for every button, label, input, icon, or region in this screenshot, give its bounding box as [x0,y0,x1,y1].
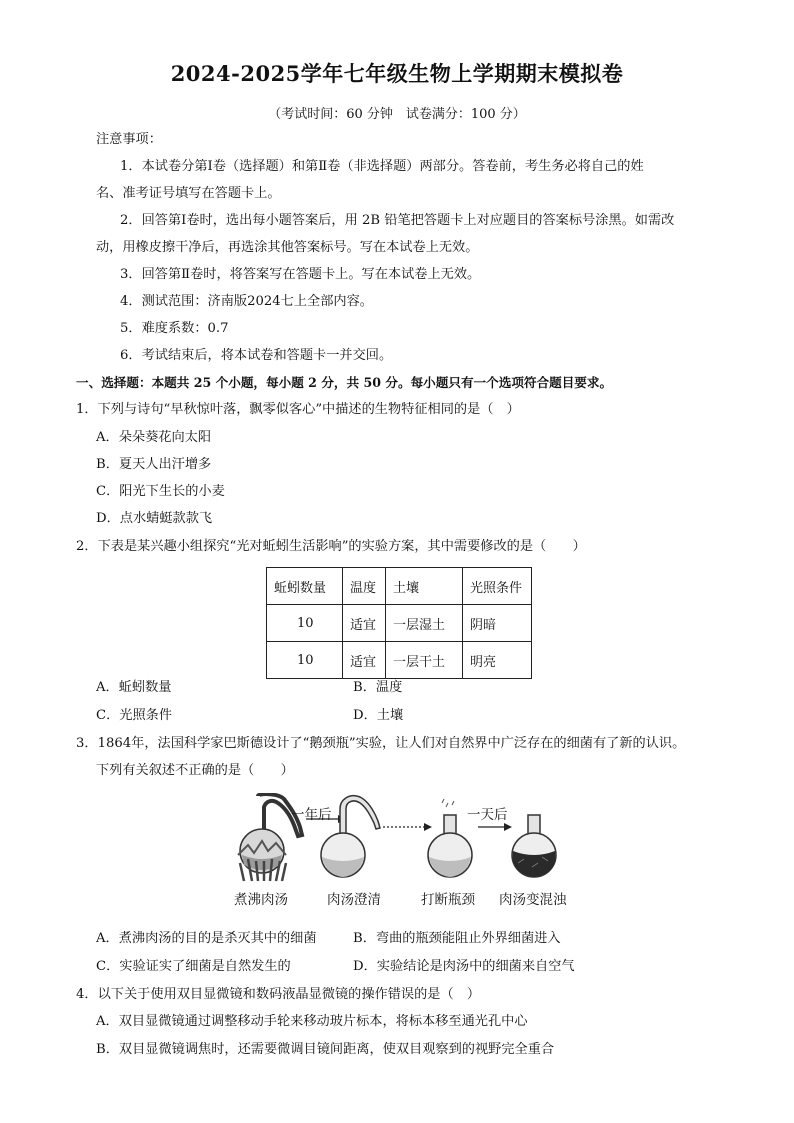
note-item: 6．考试结束后，将本试卷和答题卡一并交回。 [120,348,393,363]
q4-option-a: A．双目显微镜通过调整移动手轮来移动玻片标本，将标本移至通光孔中心 [96,1014,528,1029]
q1-option-c: C．阳光下生长的小麦 [96,484,225,499]
table-header: 蚯蚓数量 [267,568,343,605]
arrow-label-one-day: 一天后 [467,807,508,823]
figure-caption: 打断瓶颈 [421,892,475,908]
q3-option-d: D．实验结论是肉汤中的细菌来自空气 [353,959,575,974]
page-title: 2024-2025学年七年级生物上学期期末模拟卷 [170,61,624,86]
question-2-stem: 2．下表是某兴趣小组探究“光对蚯蚓生活影响”的实验方案，其中需要修改的是（ ） [76,539,586,554]
figure-caption: 肉汤澄清 [327,892,381,908]
note-item: 3．回答第Ⅱ卷时，将答案写在答题卡上。写在本试卷上无效。 [120,267,481,282]
table-cell: 适宜 [343,605,386,642]
table-cell: 阴暗 [463,605,532,642]
table-header: 土壤 [386,568,463,605]
q3-option-a: A．煮沸肉汤的目的是杀灭其中的细菌 [96,931,317,946]
section-heading: 一、选择题：本题共 25 个小题，每小题 2 分，共 50 分。每小题只有一个选项符合题目要求。 [76,375,613,390]
question-4-stem: 4．以下关于使用双目显微镜和数码液晶显微镜的操作错误的是（ ） [76,987,481,1002]
note-item: 动，用橡皮擦干净后，再选涂其他答案标号。写在本试卷上无效。 [96,240,479,255]
arrow-label-one-year: 一年后 [291,807,332,823]
q1-option-a: A．朵朵葵花向太阳 [96,430,212,445]
experiment-table [266,567,532,679]
table-cell: 10 [267,605,343,642]
exam-info: （考试时间：60 分钟 试卷满分：100 分） [268,107,526,122]
note-item: 5．难度系数：0.7 [120,321,229,336]
figure-caption: 煮沸肉汤 [234,892,288,908]
swan-neck-flask-figure [228,793,588,883]
note-item: 1．本试卷分第Ⅰ卷（选择题）和第Ⅱ卷（非选择题）两部分。答卷前，考生务必将自己的姓 [120,159,644,174]
q2-option-c: C．光照条件 [96,708,173,723]
note-item: 2．回答第Ⅰ卷时，选出每小题答案后，用 2B 铅笔把答题卡上对应题目的答案标号涂黑。如需改 [120,213,675,228]
note-item: 4．测试范围：济南版2024七上全部内容。 [120,294,373,309]
table-header: 温度 [343,568,386,605]
q2-option-b: B．温度 [353,680,403,695]
table-cell: 一层湿土 [386,605,463,642]
q1-option-b: B．夏天人出汗增多 [96,457,212,472]
note-item: 名、准考证号填写在答题卡上。 [96,186,281,201]
question-1-stem: 1．下列与诗句“早秋惊叶落，飘零似客心”中描述的生物特征相同的是（ ） [76,402,520,417]
notes-label: 注意事项： [96,132,162,147]
table-row [267,642,532,679]
table-cell: 10 [267,642,343,679]
table-cell: 适宜 [343,642,386,679]
q3-option-b: B．弯曲的瓶颈能阻止外界细菌进入 [353,931,561,946]
q2-option-a: A．蚯蚓数量 [96,680,172,695]
table-header-row [267,568,532,605]
flask-broken-neck-icon [428,799,472,877]
q2-option-d: D．土壤 [353,708,404,723]
question-3-stem-cont: 下列有关叙述不正确的是（ ） [96,763,294,778]
q1-option-d: D．点水蜻蜓款款飞 [96,511,213,526]
table-row [267,605,532,642]
table-cell: 明亮 [463,642,532,679]
table-header: 光照条件 [463,568,532,605]
arrow-head [424,823,432,831]
figure-caption: 肉汤变混浊 [499,892,567,908]
arrow-head [504,823,512,831]
flask-turbid-icon [512,815,556,877]
q3-option-c: C．实验证实了细菌是自然发生的 [96,959,291,974]
q4-option-b: B．双目显微镜调焦时，还需要微调目镜间距离，使双目观察到的视野完全重合 [96,1042,555,1057]
question-3-stem: 3．1864年，法国科学家巴斯德设计了“鹅颈瓶”实验，让人们对自然界中广泛存在的细菌有了新的认识。 [76,736,686,751]
table-cell: 一层干土 [386,642,463,679]
